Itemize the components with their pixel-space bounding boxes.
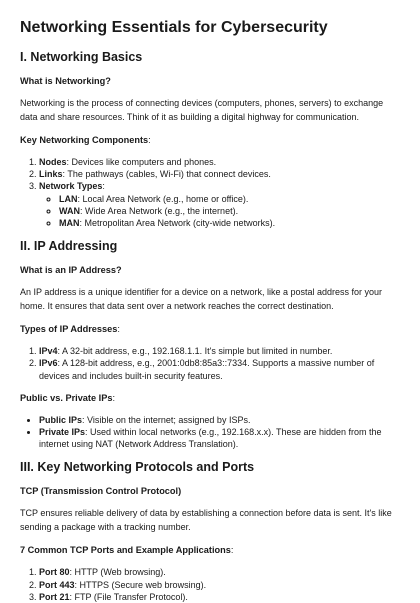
tcp-heading: TCP (Transmission Control Protocol) xyxy=(20,486,182,497)
document-title: Networking Essentials for Cybersecurity xyxy=(20,19,328,36)
key-components-list xyxy=(20,156,398,229)
list-item: • Private IPs: Used within local networks (e.g., 192.168.x.x). These are hidden from the internet using NAT (Network Address Translation). xyxy=(39,426,398,450)
list-item: 2. Links: The pathways (cables, Wi-Fi) that connect devices. xyxy=(39,168,398,180)
list-item: 2. IPv6: A 128-bit address, e.g., 2001:0db8:85a3::7334. Supports a massive number of devices and includes built-in security features. xyxy=(39,357,398,381)
list-item: 2. Port 443: HTTPS (Secure web browsing). xyxy=(39,579,398,591)
network-types-sublist xyxy=(39,193,398,230)
list-item: 1. Port 80: HTTP (Web browsing). xyxy=(39,566,398,578)
section-networking-basics-heading: I. Networking Basics xyxy=(20,50,143,64)
networking-definition-paragraph: Networking is the process of connecting devices (computers, phones, servers) to exchange data and share resources. Think of it as building a digital highway for communication. xyxy=(20,98,384,122)
key-components-label: Key Networking Components: xyxy=(20,135,151,145)
public-private-list xyxy=(20,414,398,451)
ip-types-list xyxy=(20,345,398,382)
tcp-ports-list xyxy=(20,566,398,603)
ip-definition-paragraph: An IP address is a unique identifier for a device on a network, like a postal address for your home. It ensures that data sent over a network reaches the correct destination. xyxy=(20,287,383,311)
list-item: 1. IPv4: A 32-bit address, e.g., 192.168.1.1. It's simple but limited in number. xyxy=(39,345,398,357)
list-item: ◦ LAN: Local Area Network (e.g., home or office). xyxy=(59,193,398,205)
list-item: ◦ WAN: Wide Area Network (e.g., the internet). xyxy=(59,205,398,217)
list-item: • Public IPs: Visible on the internet; assigned by ISPs. xyxy=(39,414,398,426)
list-item: 3. Network Types: ◦ LAN: Local Area Network (e.g., home or office). ◦ WAN: Wide Area Network (e.g., the internet). ◦ MAN: Metropolitan Area Network (city-wide networks). xyxy=(39,180,398,229)
what-is-ip-heading: What is an IP Address? xyxy=(20,265,122,276)
list-item: 1. Nodes: Devices like computers and phones. xyxy=(39,156,398,168)
list-item: 3. Port 21: FTP (File Transfer Protocol). xyxy=(39,591,398,603)
tcp-paragraph: TCP ensures reliable delivery of data by establishing a connection before data is sent. It's like sending a package with a tracking number. xyxy=(20,508,392,532)
tcp-ports-label: 7 Common TCP Ports and Example Applications: xyxy=(20,545,234,556)
section-ip-addressing-heading: II. IP Addressing xyxy=(20,239,118,254)
public-private-label: Public vs. Private IPs: xyxy=(20,392,115,403)
section-protocols-ports-heading: III. Key Networking Protocols and Ports xyxy=(20,460,255,475)
list-item: ◦ MAN: Metropolitan Area Network (city-wide networks). xyxy=(59,217,398,229)
what-is-networking-heading: What is Networking? xyxy=(20,76,111,86)
ip-types-label: Types of IP Addresses: xyxy=(20,324,120,335)
